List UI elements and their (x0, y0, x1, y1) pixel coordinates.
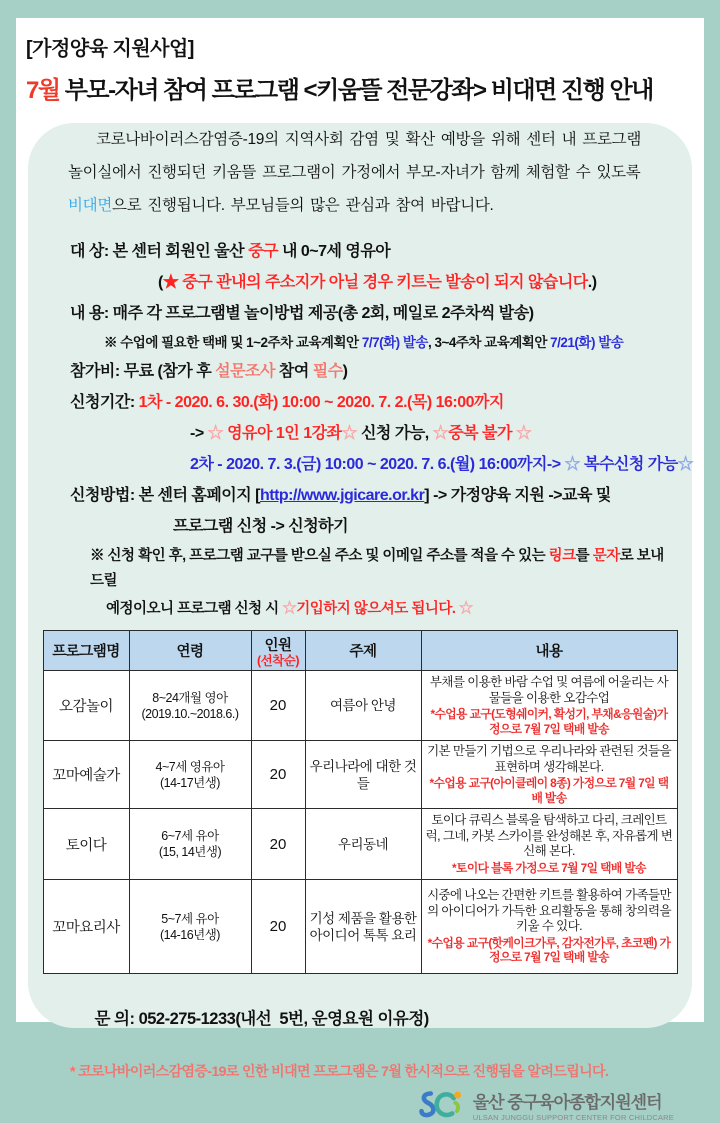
header-description: 내용 (421, 631, 677, 671)
method-post: ] -> 가정양육 지원 ->교육 및 (424, 487, 611, 504)
center-name-english: ULSAN JUNGGU SUPPORT CENTER FOR CHILDCARE (472, 1113, 674, 1122)
program-category-tag: [가정양육 지원사업] (26, 38, 194, 60)
no-duplicate-rule: 중복 불가 (448, 425, 516, 442)
program-topic: 여름아 안녕 (305, 671, 421, 741)
program-description (421, 671, 677, 741)
age-line2: (14-17년생) (160, 775, 220, 790)
confirm-note-line2 (70, 597, 676, 622)
program-age (129, 741, 251, 809)
age-line1: 4~7세 영유아 (155, 759, 225, 774)
period-line-round2 (70, 451, 694, 479)
fee-pre: 무료 (참가 후 (123, 363, 216, 380)
detail-list (70, 238, 694, 622)
program-topic: 기성 제품을 활용한 아이디어 톡톡 요리 (305, 880, 421, 974)
delivery-schedule-note (70, 331, 676, 355)
target-kit-note (70, 269, 676, 297)
target-line (70, 238, 676, 266)
program-age (129, 809, 251, 880)
age-line1: 8~24개월 영아 (152, 690, 228, 705)
covid-temporary-note: * 코로나바이러스감염증-19로 인한 비대면 프로그램은 7월 한시적으로 진행됨을 알려드립니다. (70, 1063, 609, 1079)
arrow-glyph: -> (190, 425, 208, 442)
description-shipping-note: *수업용 교구(도형쉐이커, 확성기, 부채&응원술)가정으로 7월 7일 택배 발송 (430, 707, 668, 736)
center-name-korean: 울산 중구육아종합지원센터 (472, 1093, 662, 1112)
table-row (43, 741, 677, 809)
age-line2: (14-16년생) (160, 927, 220, 942)
fee-label: 참가비: (70, 363, 124, 380)
note-paren-open: ( (158, 274, 163, 291)
page-title (26, 70, 694, 105)
description-text: 토이다 큐릭스 블록을 탐색하고 다리, 크레인트럭, 그네, 카봇 스카이를 완성해본 후, 자유롭게 변신해 본다. (425, 813, 673, 858)
program-name: 토이다 (43, 809, 129, 880)
center-logo-icon (420, 1087, 466, 1123)
confirm-mid: 를 (575, 548, 593, 564)
title-text: 부모-자녀 참여 프로그램 <키움뜰 전문강좌> 비대면 진행 안내 (59, 77, 653, 104)
method-path2: 프로그램 신청 -> 신청하기 (173, 518, 349, 535)
star-icon: ☆ (515, 425, 532, 442)
description-text: 기본 만들기 기법으로 우리나라와 관련된 것들을 표현하며 생각해본다. (427, 744, 671, 774)
description-shipping-note: *수업용 교구(아이클레이 8종) 가정으로 7월 7일 택배 발송 (429, 776, 669, 805)
intro-paragraph (68, 123, 658, 222)
intro-part1: 코로나바이러스감염증-19의 지역사회 감염 및 확산 예방을 위해 센터 내 프로그램 놀이실에서 진행되던 키움뜰 프로그램이 가정에서 부모-자녀가 함께 체험할 수 있도록 (68, 131, 641, 181)
star-icon: ☆ (564, 456, 584, 473)
no-entry-needed-text: 기입하지 않으셔도 됩니다. (296, 601, 456, 617)
period-round1-rule (70, 420, 676, 448)
content-label: 내 용: (70, 305, 113, 322)
center-logo-text (473, 1088, 674, 1122)
homepage-link[interactable]: http://www.jgicare.or.kr (259, 487, 425, 504)
table-header-row (43, 631, 677, 671)
intro-highlight-untact: 비대면 (68, 197, 113, 214)
content-panel (28, 123, 694, 1122)
program-capacity: 20 (251, 809, 305, 880)
program-topic: 우리나라에 대한 것들 (305, 741, 421, 809)
star-icon: ☆ (207, 425, 228, 442)
program-table (43, 630, 678, 974)
period-label: 신청기간: (70, 394, 139, 411)
contact-line (70, 986, 676, 1048)
one-class-rule: 영유아 1인 1강좌 (227, 425, 342, 442)
program-description (421, 880, 677, 974)
table-row (43, 880, 677, 974)
description-text: 시중에 나오는 간편한 키트를 활용하여 가족들만의 아이디어가 가득한 요리활동을 통해 창의력을 키울 수 있다. (427, 888, 671, 934)
method-line2 (70, 513, 676, 541)
program-name: 오감놀이 (43, 671, 129, 741)
center-logo (28, 1087, 674, 1123)
kit-warning-text: 중구 관내의 주소지가 아닐 경우 키트는 발송이 되지 않습니다 (182, 274, 588, 291)
header-capacity-sub: (선착순) (256, 653, 300, 668)
period-line-round1 (70, 389, 676, 417)
header-program-name: 프로그램명 (43, 631, 129, 671)
confirm-pre: ※ 신청 확인 후, 프로그램 교구를 받으실 주소 및 이메일 주소를 적을 수 있는 (90, 548, 549, 564)
schedule-mid: , 3~4주차 교육계획안 (427, 335, 551, 350)
star-icon: ☆ (341, 425, 358, 442)
age-line1: 6~7세 유아 (161, 829, 219, 843)
target-label: 대 상: (70, 243, 113, 260)
contact-phone: 052-275-1233(내선 5번, 운영요원 이유정) (138, 1010, 429, 1028)
confirm-note-line1 (70, 544, 676, 594)
notice-card (16, 18, 704, 1122)
description-text: 부채를 이용한 바람 수업 및 여름에 어울리는 사물들을 이용한 오감수업 (429, 675, 669, 705)
target-pre: 본 센터 회원인 울산 (112, 243, 249, 260)
program-description (421, 809, 677, 880)
fee-survey: 설문조사 (215, 363, 275, 380)
description-shipping-note: *토이다 블록 가정으로 7월 7일 택배 발송 (452, 860, 646, 875)
method-label: 신청방법: (70, 487, 139, 504)
title-month: 7월 (26, 77, 60, 104)
program-name: 꼬마요리사 (43, 880, 129, 974)
confirm-link-word: 링크 (548, 548, 576, 564)
table-row (43, 671, 677, 741)
header-age: 연령 (129, 631, 251, 671)
header-topic: 주제 (305, 631, 421, 671)
schedule-date1: 7/7(화) 발송 (361, 335, 428, 350)
program-topic: 우리동네 (305, 809, 421, 880)
fee-required: 필수 (312, 363, 343, 380)
method-line (70, 482, 676, 510)
note-paren-close: .) (587, 274, 597, 291)
fee-post: ) (342, 363, 348, 380)
description-shipping-note: *수업용 교구(핫케이크가루, 감자전가루, 초코펜) 가정으로 7월 7일 택배 발송 (427, 935, 671, 965)
program-age (129, 671, 251, 741)
program-capacity: 20 (251, 741, 305, 809)
method-pre: 본 센터 홈페이지 [ (138, 487, 260, 504)
header (16, 18, 704, 105)
age-line1: 5~7세 유아 (161, 911, 219, 926)
rule-mid: 신청 가능, (357, 425, 433, 442)
star-icon: ☆ (455, 601, 473, 617)
header-capacity-main: 인원 (264, 637, 292, 654)
schedule-pre: ※ 수업에 필요한 택배 및 1~2주차 교육계획안 (104, 335, 362, 350)
star-icon: ☆ (677, 456, 694, 473)
program-capacity: 20 (251, 880, 305, 974)
confirm-sms-word: 문자 (592, 548, 620, 564)
schedule-date2: 7/21(화) 발송 (550, 335, 624, 350)
table-row (43, 809, 677, 880)
program-capacity: 20 (251, 671, 305, 741)
multi-apply-rule: 복수신청 가능 (583, 456, 678, 473)
confirm-post: 로 보내드릴 (90, 548, 664, 589)
age-line2: (2019.10.~2018.6.) (141, 706, 239, 721)
contact-label: 문 의: (94, 1010, 139, 1028)
header-capacity (251, 631, 305, 671)
target-district: 중구 (248, 243, 278, 260)
content-line (70, 300, 676, 328)
confirm-line2-pre: 예정이오니 프로그램 신청 시 (106, 601, 283, 617)
period-round2-dates: 2차 - 2020. 7. 3.(금) 10:00 ~ 2020. 7. 6.(월) 16:00까지-> (190, 456, 565, 473)
program-description (421, 741, 677, 809)
program-name: 꼬마예술가 (43, 741, 129, 809)
content-text: 매주 각 프로그램별 놀이방법 제공(총 2회, 메일로 2주차씩 발송) (112, 305, 534, 322)
star-icon: ★ (162, 274, 183, 291)
target-post: 내 0~7세 영유아 (278, 243, 391, 260)
star-icon: ☆ (432, 425, 449, 442)
intro-part2: 으로 진행됩니다. 부모님들의 많은 관심과 참여 바랍니다. (112, 197, 494, 214)
fee-line (70, 358, 676, 386)
program-age (129, 880, 251, 974)
star-icon: ☆ (282, 601, 297, 617)
fee-mid: 참여 (274, 363, 313, 380)
age-line2: (15, 14년생) (158, 845, 222, 859)
period-round1-dates: 1차 - 2020. 6. 30.(화) 10:00 ~ 2020. 7. 2.(목) 16:00까지 (138, 394, 504, 411)
